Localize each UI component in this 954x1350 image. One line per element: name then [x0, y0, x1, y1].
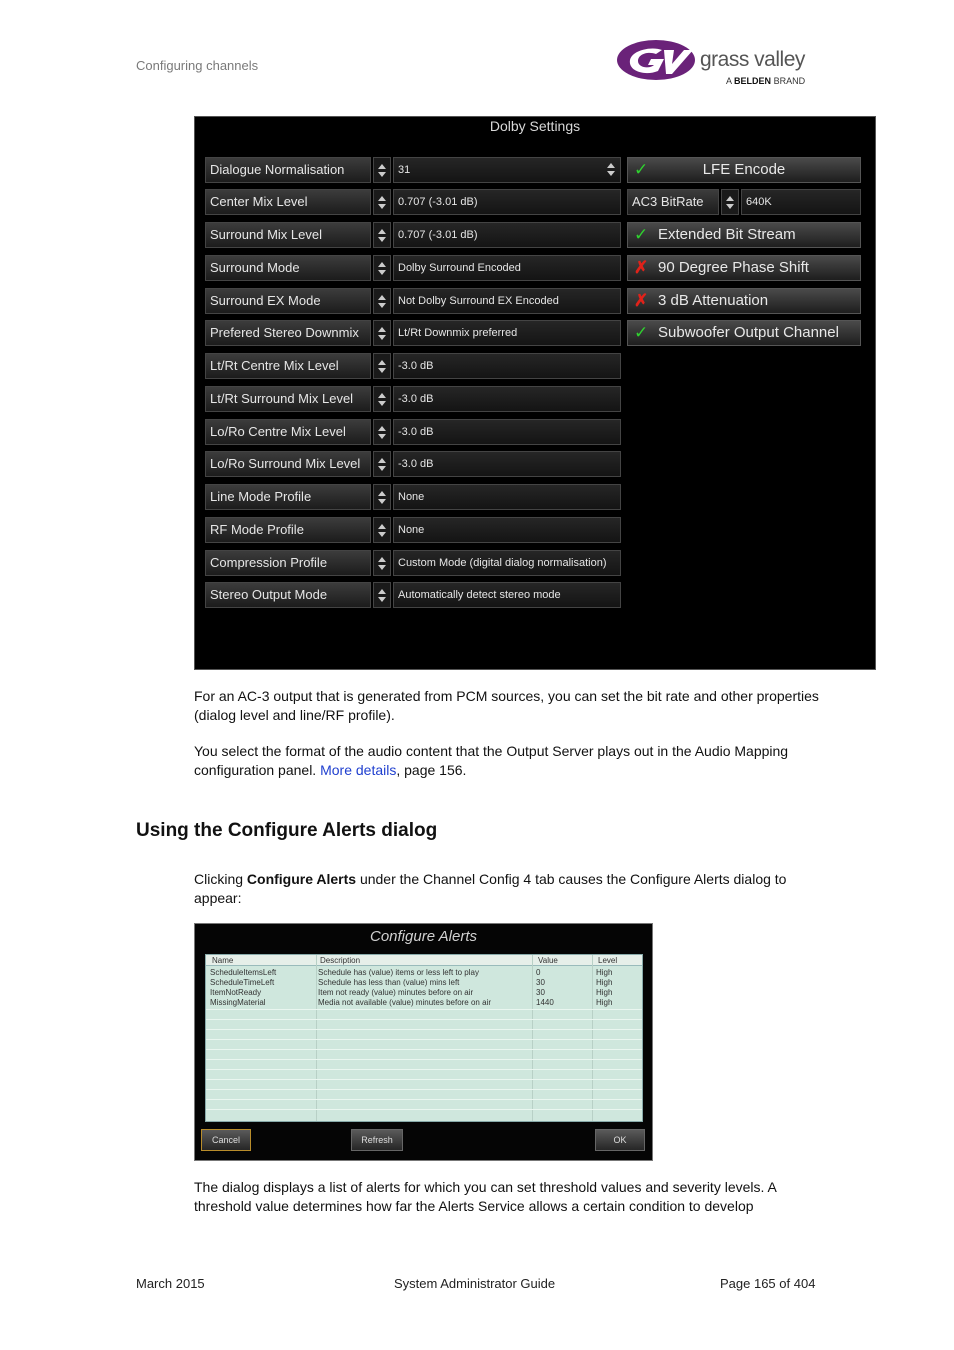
column-header-description[interactable]: Description — [320, 956, 361, 965]
toggle-label: 3 dB Attenuation — [658, 292, 769, 309]
footer-page-number: Page 165 of 404 — [720, 1276, 816, 1291]
footer-date: March 2015 — [136, 1276, 205, 1291]
spinner-icon[interactable] — [373, 386, 391, 412]
setting-label: Dialogue Normalisation — [205, 157, 371, 183]
dolby-row — [205, 255, 621, 281]
dolby-row — [205, 582, 621, 608]
setting-label: Lt/Rt Surround Mix Level — [205, 386, 371, 412]
spinner-icon[interactable] — [373, 189, 391, 215]
dolby-row — [205, 484, 621, 510]
dolby-row — [205, 517, 621, 543]
table-cell[interactable]: High — [596, 988, 613, 997]
table-row[interactable]: ScheduleItemsLeft — [210, 968, 277, 977]
table-row[interactable]: MissingMaterial — [210, 998, 266, 1007]
setting-value[interactable]: None — [393, 517, 621, 543]
table-cell[interactable]: Item not ready (value) minutes before on air — [318, 988, 474, 997]
setting-label: Prefered Stereo Downmix — [205, 320, 371, 346]
footer-title: System Administrator Guide — [394, 1276, 556, 1291]
spinner-icon[interactable] — [373, 255, 391, 281]
column-header-name[interactable]: Name — [212, 956, 234, 965]
toggle-label: 90 Degree Phase Shift — [658, 259, 809, 276]
dolby-row — [205, 288, 621, 314]
spinner-icon[interactable] — [373, 419, 391, 445]
gv-logo-mark-icon — [616, 38, 700, 88]
dolby-row — [205, 157, 621, 183]
spinner-icon[interactable] — [604, 160, 618, 180]
spinner-icon[interactable] — [721, 189, 739, 215]
spinner-icon[interactable] — [373, 222, 391, 248]
setting-label: Center Mix Level — [205, 189, 371, 215]
section-heading: Using the Configure Alerts dialog — [136, 820, 438, 841]
table-header — [206, 955, 642, 966]
dolby-row — [205, 451, 621, 477]
cross-icon: ✗ — [634, 258, 649, 277]
setting-label: Lo/Ro Surround Mix Level — [205, 451, 371, 477]
dolby-row — [205, 353, 621, 379]
phase-shift-toggle[interactable] — [627, 255, 861, 281]
table-cell[interactable]: 30 — [536, 978, 545, 987]
table-cell[interactable]: High — [596, 978, 613, 987]
check-icon: ✓ — [634, 225, 649, 244]
paragraph-ac3: For an AC-3 output that is generated from PCM sources, you can set the bit rate and other properties (dialog level and line/RF profile). — [194, 688, 819, 723]
table-cell[interactable]: 30 — [536, 988, 545, 997]
setting-label: Surround EX Mode — [205, 288, 371, 314]
attenuation-toggle[interactable] — [627, 288, 861, 314]
table-row[interactable]: ItemNotReady — [210, 988, 262, 997]
cancel-button[interactable]: Cancel — [201, 1129, 251, 1151]
toggle-label: Subwoofer Output Channel — [658, 324, 839, 341]
spinner-icon[interactable] — [373, 320, 391, 346]
spinner-icon[interactable] — [373, 582, 391, 608]
dolby-row — [205, 386, 621, 412]
toggle-label: Extended Bit Stream — [658, 226, 796, 243]
setting-label: Lo/Ro Centre Mix Level — [205, 419, 371, 445]
spinner-icon[interactable] — [373, 484, 391, 510]
table-row[interactable]: ScheduleTimeLeft — [210, 978, 275, 987]
toggle-label: LFE Encode — [702, 161, 786, 178]
column-header-value[interactable]: Value — [538, 956, 558, 965]
subwoofer-output-toggle[interactable] — [627, 320, 861, 346]
ok-button[interactable]: OK — [595, 1129, 645, 1151]
setting-value[interactable]: 31 — [393, 157, 621, 183]
setting-value[interactable]: -3.0 dB — [393, 451, 621, 477]
running-head: Configuring channels — [136, 58, 259, 73]
table-cell[interactable]: High — [596, 968, 613, 977]
dolby-row — [205, 320, 621, 346]
dolby-row — [205, 222, 621, 248]
dolby-settings-title: Dolby Settings — [489, 118, 581, 134]
setting-label: Surround Mode — [205, 255, 371, 281]
paragraph-configure-alerts: Clicking Configure Alerts under the Channel Config 4 tab causes the Configure Alerts dialog to appear: — [194, 871, 787, 906]
paragraph-audio-mapping: You select the format of the audio content that the Output Server plays out in the Audio Mapping configuration panel. More details, page 156. — [194, 743, 789, 778]
setting-value[interactable]: -3.0 dB — [393, 386, 621, 412]
dolby-row — [205, 189, 621, 215]
setting-value[interactable]: Not Dolby Surround EX Encoded — [393, 288, 621, 314]
setting-label: Compression Profile — [205, 550, 371, 576]
table-cell[interactable]: Media not available (value) minutes before on air — [318, 998, 491, 1007]
table-cell[interactable]: High — [596, 998, 613, 1007]
bitrate-label: AC3 BitRate — [627, 189, 719, 215]
setting-value[interactable]: -3.0 dB — [393, 353, 621, 379]
spinner-icon[interactable] — [373, 550, 391, 576]
dolby-settings-panel — [194, 116, 876, 670]
spinner-icon[interactable] — [373, 353, 391, 379]
paragraph-alerts-description: The dialog displays a list of alerts for which you can set threshold values and severity levels. A threshold value determines how far the Alerts Service allows a certain condition to develop — [194, 1179, 777, 1214]
dialog-title: Configure Alerts — [370, 928, 477, 945]
dolby-row — [205, 550, 621, 576]
setting-value[interactable]: -3.0 dB — [393, 419, 621, 445]
setting-value[interactable]: Custom Mode (digital dialog normalisation) — [393, 550, 621, 576]
ac3-bitrate-control — [627, 189, 861, 215]
spinner-icon[interactable] — [373, 288, 391, 314]
check-icon: ✓ — [634, 323, 649, 342]
setting-label: Lt/Rt Centre Mix Level — [205, 353, 371, 379]
setting-label: Surround Mix Level — [205, 222, 371, 248]
spinner-icon[interactable] — [373, 451, 391, 477]
spinner-icon[interactable] — [373, 157, 391, 183]
setting-label: Line Mode Profile — [205, 484, 371, 510]
spinner-icon[interactable] — [373, 517, 391, 543]
refresh-button[interactable]: Refresh — [351, 1129, 403, 1151]
table-cell[interactable]: 1440 — [536, 998, 554, 1007]
table-cell[interactable]: 0 — [536, 968, 541, 977]
dolby-row — [205, 419, 621, 445]
grass-valley-logo — [616, 38, 818, 88]
table-cell[interactable]: Schedule has (value) items or less left to play — [318, 968, 479, 977]
setting-value[interactable]: 0.707 (-3.01 dB) — [393, 189, 621, 215]
check-icon: ✓ — [634, 160, 649, 179]
configure-alerts-dialog — [194, 923, 653, 1161]
bitrate-value[interactable]: 640K — [741, 189, 861, 215]
logo-wordmark: grass valley — [700, 48, 805, 71]
setting-value[interactable]: None — [393, 484, 621, 510]
setting-value[interactable]: Dolby Surround Encoded — [393, 255, 621, 281]
alerts-table — [205, 954, 643, 1122]
setting-label: RF Mode Profile — [205, 517, 371, 543]
setting-value[interactable]: 0.707 (-3.01 dB) — [393, 222, 621, 248]
table-cell[interactable]: Schedule has less than (value) mins left — [318, 978, 460, 987]
cross-icon: ✗ — [634, 291, 649, 310]
logo-tagline: A BELDEN BRAND — [726, 76, 806, 86]
setting-value[interactable]: Automatically detect stereo mode — [393, 582, 621, 608]
extended-bit-stream-toggle[interactable] — [627, 222, 861, 248]
setting-value[interactable]: Lt/Rt Downmix preferred — [393, 320, 621, 346]
column-header-level[interactable]: Level — [598, 956, 618, 965]
lfe-encode-toggle[interactable] — [627, 157, 861, 183]
setting-label: Stereo Output Mode — [205, 582, 371, 608]
more-details-link[interactable]: More details — [320, 762, 397, 778]
